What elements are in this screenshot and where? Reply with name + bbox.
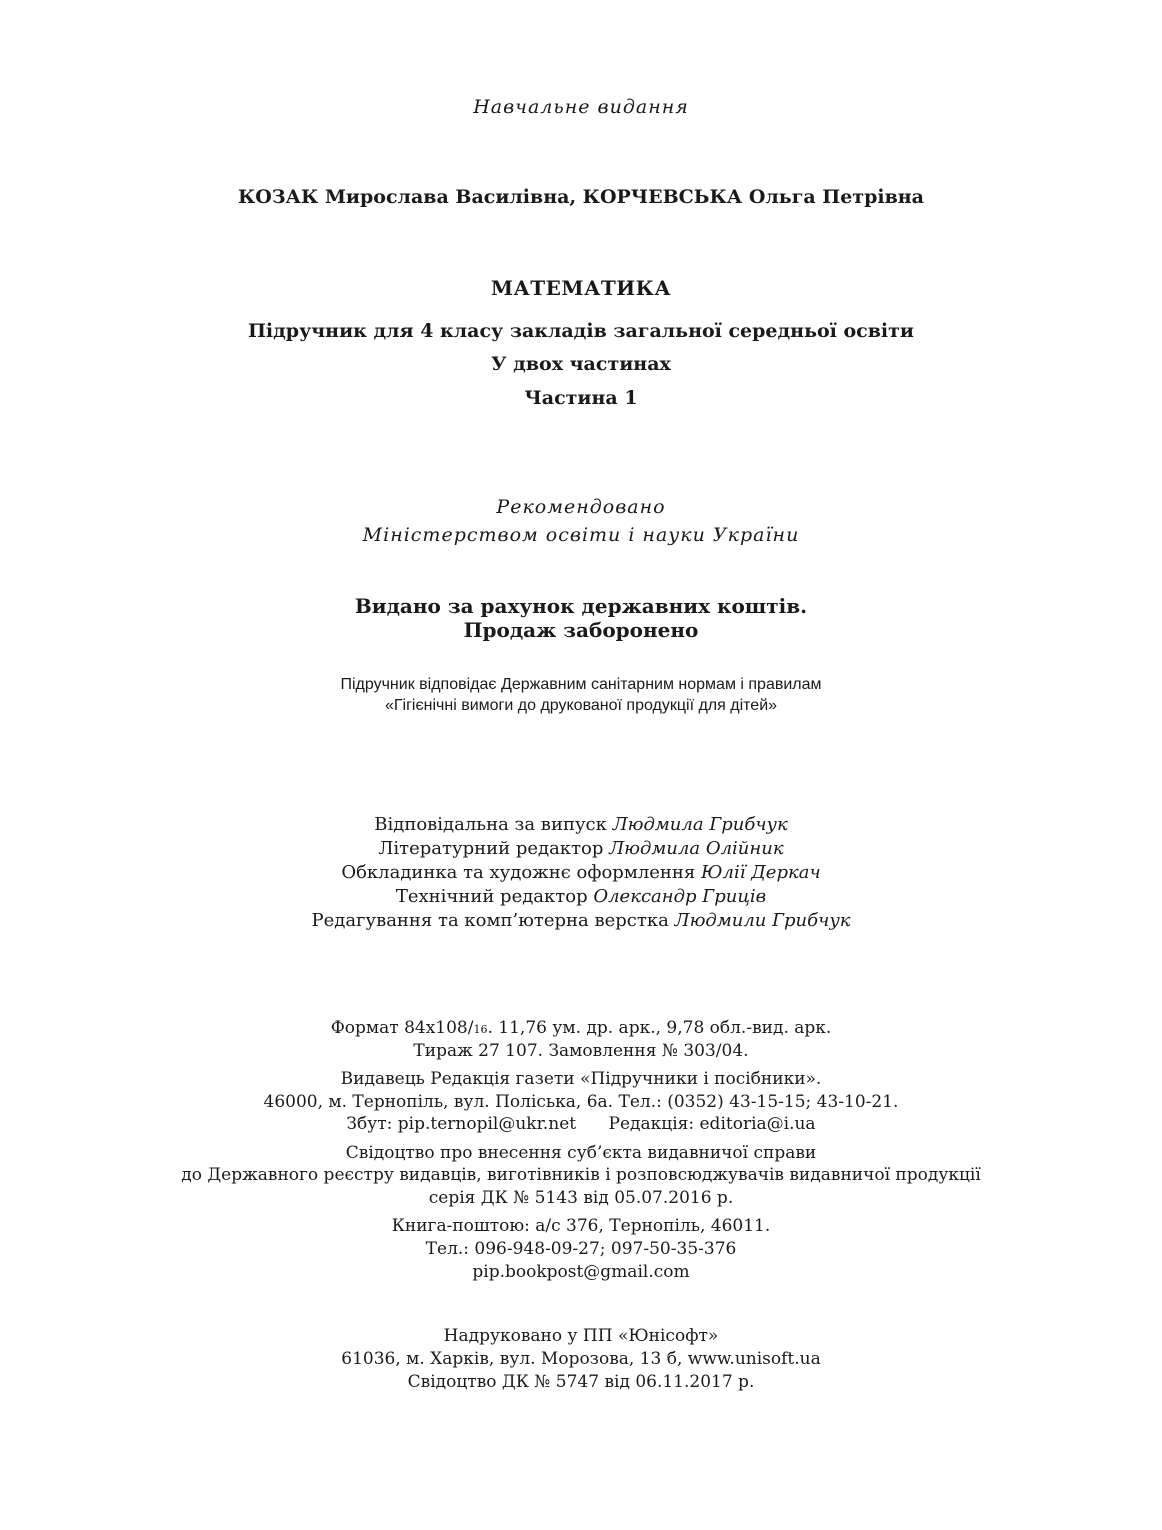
authors: КОЗАК Мирослава Василівна, КОРЧЕВСЬКА Ольга Петрівна [237, 186, 924, 208]
imprint-cert-line-3: серія ДК № 5143 від 05.07.2016 р. [428, 1188, 734, 1208]
imprint-mail-line-3: pip.bookpost@gmail.com [472, 1262, 690, 1282]
credit-name: Людмили Грибчук [674, 910, 851, 931]
credit-role: Літературний редактор [378, 838, 604, 859]
format-prefix: Формат 84х108/ [330, 1018, 474, 1038]
credit-role: Обкладинка та художнє оформлення [341, 862, 696, 883]
credit-release [0, 814, 1162, 835]
book-subtitle: Підручник для 4 класу закладів загальної середньої освіти [247, 320, 915, 342]
credit-name: Олександр Гриців [593, 886, 767, 907]
credit-name: Людмила Грибчук [612, 814, 788, 835]
compliance-line-1: Підручник відповідає Державним санітарним нормам і правилам [340, 676, 822, 693]
book-part: Частина 1 [524, 387, 638, 409]
credit-role: Редагування та комп’ютерна верстка [311, 910, 669, 931]
printer-line-1: Надруковано у ПП «Юнісофт» [443, 1326, 719, 1346]
format-sub: 16 [473, 1023, 488, 1036]
credit-technical-editor [0, 886, 1162, 907]
imprint-mail-line-1: Книга-поштою: а/с 376, Тернопіль, 46011. [391, 1216, 771, 1236]
printer-line-3: Свідоцтво ДК № 5747 від 06.11.2017 р. [407, 1372, 755, 1392]
credit-role: Відповідальна за випуск [374, 814, 607, 835]
imprint-contacts [0, 1114, 1162, 1134]
funding-line-2: Продаж заборонено [463, 618, 699, 642]
editorial-email: Редакція: editoria@i.ua [608, 1114, 816, 1134]
edition-type: Навчальне видання [473, 96, 689, 118]
credit-name: Людмила Олійник [609, 838, 784, 859]
funding-line-1: Видано за рахунок державних коштів. [354, 594, 808, 618]
imprint-print-run: Тираж 27 107. Замовлення № 303/04. [413, 1041, 749, 1061]
imprint-mail-line-2: Тел.: 096-948-09-27; 097-50-35-376 [425, 1239, 737, 1259]
imprint-cert-line-2: до Державного реєстру видавців, виготівників і розповсюджувачів видавничої продукції [181, 1165, 981, 1185]
book-title: МАТЕМАТИКА [490, 276, 672, 300]
format-rest: . 11,76 ум. др. арк., 9,78 обл.-вид. арк. [487, 1018, 832, 1038]
compliance-line-2: «Гігієнічні вимоги до друкованої продукції для дітей» [384, 697, 778, 714]
printer-line-2: 61036, м. Харків, вул. Морозова, 13 б, www.unisoft.ua [341, 1349, 821, 1369]
credit-layout [0, 910, 1162, 931]
credit-literary-editor [0, 838, 1162, 859]
credit-name: Юлії Деркач [701, 862, 821, 883]
recommendation-line-2: Міністерством освіти і науки України [362, 524, 800, 546]
credit-role: Технічний редактор [395, 886, 588, 907]
imprint-publisher: Видавець Редакція газети «Підручники і посібники». [340, 1069, 822, 1089]
imprint-cert-line-1: Свідоцтво про внесення суб’єкта видавничої справи [345, 1143, 817, 1163]
imprint-address: 46000, м. Тернопіль, вул. Поліська, 6а. Тел.: (0352) 43-15-15; 43-10-21. [263, 1092, 899, 1112]
book-parts: У двох частинах [491, 353, 671, 375]
sales-email: Збут: pip.ternopil@ukr.net [346, 1114, 577, 1134]
recommendation-line-1: Рекомендовано [496, 496, 666, 518]
credit-cover-design [0, 862, 1162, 883]
imprint-format [0, 1018, 1162, 1038]
